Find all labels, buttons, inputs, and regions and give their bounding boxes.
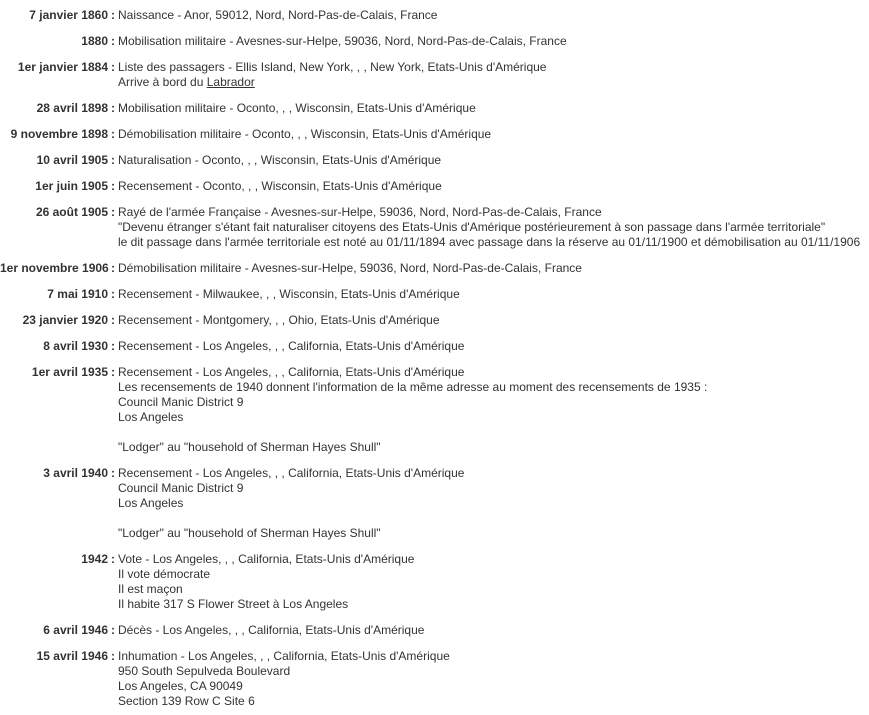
timeline-entry [0, 623, 869, 638]
entry-line: Los Angeles [118, 496, 184, 510]
entry-line: Il vote démocrate [118, 567, 211, 581]
timeline-entry [0, 101, 869, 116]
date-separator: : [111, 552, 115, 566]
timeline-entry [0, 205, 869, 250]
entry-date: 28 avril 1898 [36, 101, 108, 115]
entry-content [118, 552, 869, 612]
entry-date: 6 avril 1946 [43, 623, 108, 637]
entry-line: "Lodger" au "household of Sherman Hayes Shull" [118, 526, 381, 540]
entry-content [118, 179, 869, 194]
entry-content [118, 339, 869, 354]
entry-line: "Devenu étranger s'étant fait naturaliser citoyens des Etats-Unis d'Amérique postérieurement à son passage dans l'armée territoriale" [118, 220, 826, 234]
timeline-entry [0, 649, 869, 709]
timeline-entry [0, 287, 869, 302]
timeline-entry [0, 552, 869, 612]
timeline-entry [0, 8, 869, 23]
entry-line: Inhumation - Los Angeles, , , California, Etats-Unis d'Amérique [118, 649, 450, 663]
entry-content [118, 127, 869, 142]
date-separator: : [111, 153, 115, 167]
date-separator: : [111, 179, 115, 193]
timeline-entry [0, 466, 869, 541]
entry-line: Démobilisation militaire - Oconto, , , Wisconsin, Etats-Unis d'Amérique [118, 127, 492, 141]
date-separator: : [111, 365, 115, 379]
entry-line: Los Angeles, CA 90049 [118, 679, 243, 693]
date-separator: : [111, 287, 115, 301]
entry-date: 7 janvier 1860 [29, 8, 108, 22]
date-separator: : [111, 261, 115, 275]
entry-line: le dit passage dans l'armée territoriale est noté au 01/11/1894 avec passage dans la réserve au 01/11/1900 et démobilisation au 01/11/1906 [118, 235, 861, 249]
entry-date: 1er avril 1935 [31, 365, 108, 379]
entry-date: 10 avril 1905 [36, 153, 108, 167]
entry-content [118, 287, 869, 302]
entry-line: Council Manic District 9 [118, 395, 244, 409]
ship-link[interactable]: Labrador [206, 75, 255, 89]
entry-line: Mobilisation militaire - Avesnes-sur-Helpe, 59036, Nord, Nord-Pas-de-Calais, France [118, 34, 567, 48]
date-separator: : [111, 101, 115, 115]
entry-line: Décès - Los Angeles, , , California, Etats-Unis d'Amérique [118, 623, 425, 637]
date-separator: : [111, 649, 115, 663]
entry-line: Recensement - Los Angeles, , , California, Etats-Unis d'Amérique [118, 466, 465, 480]
date-separator: : [111, 466, 115, 480]
entry-line [118, 425, 869, 440]
entry-date: 15 avril 1946 [36, 649, 108, 663]
date-separator: : [111, 8, 115, 22]
entry-line: Recensement - Oconto, , , Wisconsin, Etats-Unis d'Amérique [118, 179, 442, 193]
entry-line: Section 139 Row C Site 6 [118, 694, 255, 708]
date-separator: : [111, 313, 115, 327]
entry-date: 1er novembre 1906 [0, 261, 109, 275]
entry-content [118, 34, 869, 49]
entry-line: Les recensements de 1940 donnent l'information de la même adresse au moment des recensements de 1935 : [118, 380, 708, 394]
entry-line: Recensement - Los Angeles, , , California, Etats-Unis d'Amérique [118, 339, 465, 353]
entry-line [118, 75, 869, 90]
entry-content [118, 60, 869, 90]
entry-line: Il habite 317 S Flower Street à Los Angeles [118, 597, 349, 611]
date-separator: : [111, 60, 115, 74]
entry-line: Recensement - Los Angeles, , , California, Etats-Unis d'Amérique [118, 365, 465, 379]
entry-content [118, 466, 869, 541]
timeline-entry [0, 313, 869, 328]
entry-date: 7 mai 1910 [47, 287, 108, 301]
entry-date: 1er janvier 1884 [17, 60, 108, 74]
entry-content [118, 261, 869, 276]
entry-line: Naturalisation - Oconto, , , Wisconsin, Etats-Unis d'Amérique [118, 153, 442, 167]
entry-line: "Lodger" au "household of Sherman Hayes Shull" [118, 440, 381, 454]
entry-line: Naissance - Anor, 59012, Nord, Nord-Pas-de-Calais, France [118, 8, 438, 22]
timeline-entry [0, 60, 869, 90]
entry-content [118, 153, 869, 168]
entry-content [118, 649, 869, 709]
entry-date: 26 août 1905 [35, 205, 108, 219]
entry-date: 8 avril 1930 [43, 339, 108, 353]
timeline-entry [0, 261, 869, 276]
timeline-entry [0, 179, 869, 194]
entry-date: 1er juin 1905 [35, 179, 108, 193]
entry-line: Liste des passagers - Ellis Island, New York, , , New York, Etats-Unis d'Amérique [118, 60, 547, 74]
entry-line: Il est maçon [118, 582, 183, 596]
entry-line: Rayé de l'armée Française - Avesnes-sur-Helpe, 59036, Nord, Nord-Pas-de-Calais, France [118, 205, 602, 219]
entry-content [118, 101, 869, 116]
entry-line: Los Angeles [118, 410, 184, 424]
date-separator: : [111, 127, 115, 141]
entry-line: Council Manic District 9 [118, 481, 244, 495]
date-separator: : [111, 623, 115, 637]
date-separator: : [111, 34, 115, 48]
date-separator: : [111, 205, 115, 219]
link-prefix-text: Arrive à bord du [118, 75, 207, 89]
timeline-entry [0, 153, 869, 168]
entry-date: 9 novembre 1898 [10, 127, 108, 141]
entry-line: Recensement - Milwaukee, , , Wisconsin, Etats-Unis d'Amérique [118, 287, 460, 301]
entry-content [118, 205, 869, 250]
entry-line [118, 511, 869, 526]
entry-date: 1880 [81, 34, 108, 48]
timeline-entry [0, 34, 869, 49]
entry-line: 950 South Sepulveda Boulevard [118, 664, 291, 678]
entry-line: Démobilisation militaire - Avesnes-sur-Helpe, 59036, Nord, Nord-Pas-de-Calais, France [118, 261, 582, 275]
entry-content [118, 623, 869, 638]
entry-date: 3 avril 1940 [43, 466, 108, 480]
entry-line: Recensement - Montgomery, , , Ohio, Etats-Unis d'Amérique [118, 313, 440, 327]
entry-content [118, 8, 869, 23]
entry-line: Mobilisation militaire - Oconto, , , Wisconsin, Etats-Unis d'Amérique [118, 101, 476, 115]
timeline-entry [0, 339, 869, 354]
entry-content [118, 313, 869, 328]
date-separator: : [111, 339, 115, 353]
entry-date: 23 janvier 1920 [22, 313, 108, 327]
entry-date: 1942 [81, 552, 108, 566]
timeline-entry [0, 127, 869, 142]
entry-content [118, 365, 869, 455]
entry-line: Vote - Los Angeles, , , California, Etats-Unis d'Amérique [118, 552, 415, 566]
timeline-entry [0, 365, 869, 455]
